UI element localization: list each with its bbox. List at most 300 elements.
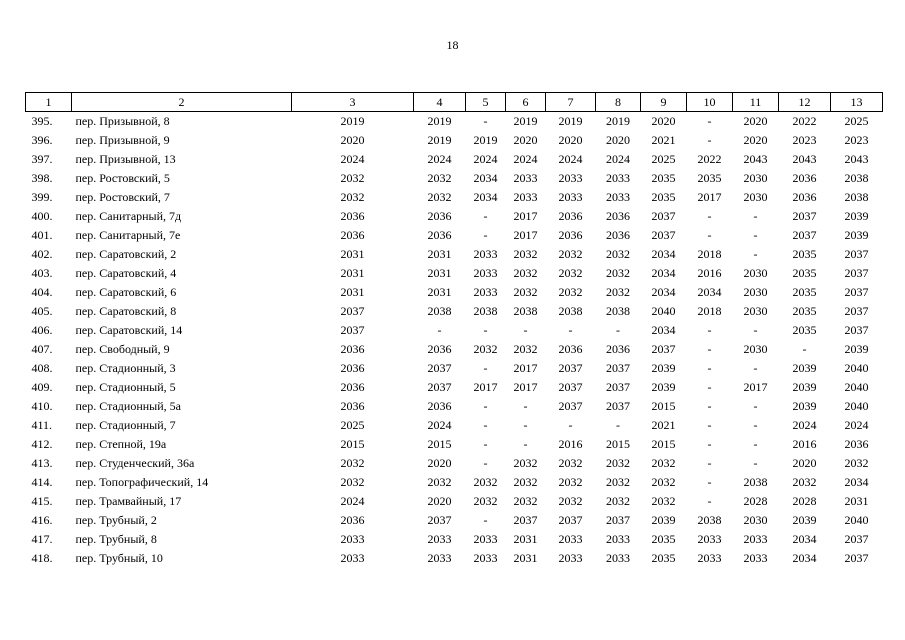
year-cell: - xyxy=(483,513,488,527)
year-cell: 2032 xyxy=(513,494,538,508)
address-cell: пер. Свободный, 9 xyxy=(75,342,170,356)
year-cell: 2024 xyxy=(340,152,365,166)
year-cell: 2032 xyxy=(513,456,538,470)
year-cell: 2021 xyxy=(651,133,676,147)
year-cell: 2033 xyxy=(558,190,583,204)
address-cell: пер. Трамвайный, 17 xyxy=(75,494,182,508)
year-cell: 2020 xyxy=(340,133,365,147)
table-row xyxy=(26,397,883,416)
year-cell: 2015 xyxy=(651,437,676,451)
year-cell: 2015 xyxy=(651,399,676,413)
year-cell: 2037 xyxy=(558,380,583,394)
year-cell: - xyxy=(707,456,712,470)
year-cell: 2037 xyxy=(340,304,365,318)
year-cell: 2035 xyxy=(792,285,817,299)
year-cell: - xyxy=(523,437,528,451)
year-cell: - xyxy=(483,228,488,242)
address-cell: пер. Саратовский, 14 xyxy=(75,323,183,337)
year-cell: 2032 xyxy=(473,342,498,356)
year-cell: 2032 xyxy=(606,266,630,280)
year-cell: 2018 xyxy=(697,304,722,318)
year-cell: 2032 xyxy=(606,247,630,261)
year-cell: 2030 xyxy=(743,513,768,527)
year-cell: 2040 xyxy=(844,361,869,375)
year-cell: 2015 xyxy=(340,437,365,451)
year-cell: 2032 xyxy=(558,475,583,489)
table-row xyxy=(26,378,883,397)
year-cell: 2037 xyxy=(606,513,630,527)
table-row xyxy=(26,169,883,188)
year-cell: 2038 xyxy=(844,190,869,204)
header-cell: 4 xyxy=(414,93,466,112)
year-cell: 2034 xyxy=(473,190,498,204)
year-cell: 2019 xyxy=(340,114,365,128)
year-cell: - xyxy=(483,456,488,470)
address-cell: пер. Трубный, 10 xyxy=(75,551,163,565)
year-cell: 2036 xyxy=(606,209,630,223)
table-body xyxy=(26,112,883,569)
year-cell: 2020 xyxy=(792,456,817,470)
year-cell: 2036 xyxy=(340,228,365,242)
year-cell: 2023 xyxy=(844,133,869,147)
year-cell: 2038 xyxy=(427,304,452,318)
year-cell: 2033 xyxy=(606,532,630,546)
year-cell: 2024 xyxy=(427,418,452,432)
year-cell: 2033 xyxy=(606,190,630,204)
year-cell: - xyxy=(753,399,758,413)
year-cell: 2032 xyxy=(606,494,630,508)
address-cell: пер. Топографический, 14 xyxy=(75,475,209,489)
row-number-cell: 413. xyxy=(31,456,53,470)
year-cell: 2024 xyxy=(427,152,452,166)
year-cell: - xyxy=(707,228,712,242)
year-cell: 2021 xyxy=(651,418,676,432)
year-cell: 2031 xyxy=(513,532,538,546)
year-cell: 2015 xyxy=(427,437,452,451)
year-cell: 2031 xyxy=(427,247,452,261)
year-cell: 2037 xyxy=(844,285,869,299)
year-cell: - xyxy=(568,418,573,432)
year-cell: 2032 xyxy=(558,266,583,280)
year-cell: 2039 xyxy=(792,513,817,527)
year-cell: 2036 xyxy=(606,342,630,356)
year-cell: - xyxy=(616,418,620,432)
year-cell: - xyxy=(616,323,620,337)
year-cell: 2031 xyxy=(340,247,365,261)
year-cell: 2017 xyxy=(513,361,538,375)
year-cell: 2037 xyxy=(792,228,817,242)
year-cell: 2024 xyxy=(844,418,869,432)
year-cell: 2034 xyxy=(473,171,498,185)
year-cell: 2019 xyxy=(473,133,498,147)
header-cell: 9 xyxy=(641,93,687,112)
row-number-cell: 418. xyxy=(31,551,53,565)
year-cell: 2017 xyxy=(513,209,538,223)
header-cell: 13 xyxy=(831,93,883,112)
year-cell: - xyxy=(483,361,488,375)
year-cell: 2036 xyxy=(427,342,452,356)
row-number-cell: 410. xyxy=(31,399,53,413)
address-cell: пер. Студенческий, 36а xyxy=(75,456,195,470)
year-cell: 2020 xyxy=(606,133,630,147)
year-cell: - xyxy=(707,399,712,413)
year-cell: 2035 xyxy=(651,551,676,565)
year-cell: - xyxy=(753,209,758,223)
year-cell: 2032 xyxy=(340,456,365,470)
year-cell: - xyxy=(753,418,758,432)
year-cell: 2032 xyxy=(606,285,630,299)
address-cell: пер. Стадионный, 5а xyxy=(75,399,181,413)
year-cell: 2034 xyxy=(651,323,676,337)
row-number-cell: 416. xyxy=(31,513,53,527)
year-cell: 2040 xyxy=(844,513,869,527)
header-cell: 1 xyxy=(26,93,72,112)
year-cell: 2033 xyxy=(697,532,722,546)
year-cell: - xyxy=(753,247,758,261)
year-cell: 2030 xyxy=(743,342,768,356)
year-cell: 2030 xyxy=(743,304,768,318)
year-cell: 2031 xyxy=(340,285,365,299)
year-cell: - xyxy=(483,209,488,223)
year-cell: 2037 xyxy=(606,361,630,375)
year-cell: 2032 xyxy=(606,475,630,489)
row-number-cell: 407. xyxy=(31,342,53,356)
row-number-cell: 405. xyxy=(31,304,53,318)
row-number-cell: 398. xyxy=(31,171,53,185)
year-cell: 2030 xyxy=(743,266,768,280)
year-cell: 2035 xyxy=(792,304,817,318)
header-cell: 7 xyxy=(546,93,596,112)
year-cell: 2022 xyxy=(697,152,722,166)
year-cell: 2028 xyxy=(743,494,768,508)
year-cell: 2037 xyxy=(558,399,583,413)
header-cell: 12 xyxy=(779,93,831,112)
year-cell: - xyxy=(707,475,712,489)
header-cell: 11 xyxy=(733,93,779,112)
year-cell: 2033 xyxy=(340,551,365,565)
year-cell: 2024 xyxy=(558,152,583,166)
row-number-cell: 417. xyxy=(31,532,53,546)
year-cell: 2030 xyxy=(743,285,768,299)
year-cell: 2039 xyxy=(651,361,676,375)
year-cell: 2032 xyxy=(558,456,583,470)
year-cell: 2035 xyxy=(651,171,676,185)
address-cell: пер. Степной, 19а xyxy=(75,437,167,451)
year-cell: 2017 xyxy=(743,380,768,394)
year-cell: 2034 xyxy=(844,475,869,489)
year-cell: 2025 xyxy=(844,114,869,128)
table-row xyxy=(26,226,883,245)
year-cell: 2017 xyxy=(473,380,498,394)
year-cell: 2019 xyxy=(513,114,538,128)
year-cell: - xyxy=(753,323,758,337)
year-cell: 2019 xyxy=(427,133,452,147)
year-cell: 2035 xyxy=(651,532,676,546)
year-cell: 2037 xyxy=(606,380,630,394)
year-cell: 2033 xyxy=(697,551,722,565)
year-cell: 2037 xyxy=(340,323,365,337)
row-number-cell: 400. xyxy=(31,209,53,223)
year-cell: 2037 xyxy=(844,247,869,261)
year-cell: - xyxy=(753,361,758,375)
year-cell: 2036 xyxy=(844,437,869,451)
year-cell: 2040 xyxy=(651,304,676,318)
year-cell: 2032 xyxy=(473,475,498,489)
year-cell: 2037 xyxy=(844,551,869,565)
year-cell: 2039 xyxy=(792,399,817,413)
year-cell: 2033 xyxy=(606,171,630,185)
row-number-cell: 395. xyxy=(31,114,53,128)
year-cell: 2032 xyxy=(558,285,583,299)
table-row xyxy=(26,131,883,150)
row-number-cell: 396. xyxy=(31,133,53,147)
year-cell: 2032 xyxy=(427,190,452,204)
year-cell: 2043 xyxy=(743,152,768,166)
year-cell: 2036 xyxy=(792,171,817,185)
year-cell: - xyxy=(483,418,488,432)
year-cell: 2030 xyxy=(743,190,768,204)
year-cell: 2032 xyxy=(558,247,583,261)
year-cell: 2032 xyxy=(427,171,452,185)
year-cell: 2038 xyxy=(558,304,583,318)
year-cell: 2036 xyxy=(340,342,365,356)
table-row xyxy=(26,302,883,321)
year-cell: - xyxy=(707,209,712,223)
year-cell: 2032 xyxy=(651,475,676,489)
year-cell: - xyxy=(802,342,807,356)
table-row xyxy=(26,530,883,549)
year-cell: - xyxy=(707,437,712,451)
table-row xyxy=(26,207,883,226)
year-cell: 2040 xyxy=(844,399,869,413)
header-row xyxy=(26,93,883,112)
year-cell: 2036 xyxy=(340,399,365,413)
year-cell: 2033 xyxy=(513,190,538,204)
year-cell: 2033 xyxy=(427,551,452,565)
address-cell: пер. Трубный, 2 xyxy=(75,513,157,527)
year-cell: 2016 xyxy=(558,437,583,451)
year-cell: 2032 xyxy=(651,456,676,470)
header-cell: 5 xyxy=(466,93,506,112)
year-cell: 2024 xyxy=(473,152,498,166)
year-cell: 2037 xyxy=(844,304,869,318)
year-cell: - xyxy=(483,323,488,337)
year-cell: 2020 xyxy=(743,133,768,147)
row-number-cell: 401. xyxy=(31,228,53,242)
table-row xyxy=(26,359,883,378)
year-cell: 2032 xyxy=(473,494,498,508)
header-cell: 10 xyxy=(687,93,733,112)
year-cell: 2033 xyxy=(473,247,498,261)
row-number-cell: 406. xyxy=(31,323,53,337)
year-cell: 2031 xyxy=(340,266,365,280)
year-cell: 2033 xyxy=(473,532,498,546)
year-cell: - xyxy=(707,133,712,147)
year-cell: 2037 xyxy=(427,513,452,527)
year-cell: 2031 xyxy=(513,551,538,565)
year-cell: 2036 xyxy=(340,380,365,394)
year-cell: 2043 xyxy=(792,152,817,166)
table-row xyxy=(26,112,883,132)
year-cell: 2016 xyxy=(697,266,722,280)
year-cell: 2037 xyxy=(844,266,869,280)
year-cell: - xyxy=(707,380,712,394)
table-row xyxy=(26,549,883,568)
year-cell: 2033 xyxy=(606,551,630,565)
table-row xyxy=(26,245,883,264)
year-cell: 2038 xyxy=(473,304,498,318)
year-cell: 2036 xyxy=(340,209,365,223)
table-row xyxy=(26,340,883,359)
header-cell: 6 xyxy=(506,93,546,112)
year-cell: 2039 xyxy=(792,361,817,375)
year-cell: 2038 xyxy=(513,304,538,318)
page-number: 18 xyxy=(446,38,459,52)
year-cell: 2015 xyxy=(606,437,630,451)
address-cell: пер. Саратовский, 6 xyxy=(75,285,177,299)
year-cell: 2043 xyxy=(844,152,869,166)
year-cell: 2035 xyxy=(697,171,722,185)
year-cell: 2036 xyxy=(340,361,365,375)
year-cell: 2032 xyxy=(513,247,538,261)
year-cell: 2032 xyxy=(558,494,583,508)
row-number-cell: 409. xyxy=(31,380,53,394)
year-cell: 2025 xyxy=(651,152,676,166)
address-cell: пер. Стадионный, 3 xyxy=(75,361,176,375)
year-cell: - xyxy=(523,399,528,413)
year-cell: 2024 xyxy=(792,418,817,432)
year-cell: 2020 xyxy=(427,494,452,508)
year-cell: - xyxy=(753,437,758,451)
year-cell: - xyxy=(707,323,712,337)
year-cell: 2019 xyxy=(606,114,630,128)
year-cell: 2033 xyxy=(743,551,768,565)
year-cell: 2020 xyxy=(743,114,768,128)
year-cell: 2036 xyxy=(606,228,630,242)
year-cell: 2037 xyxy=(427,361,452,375)
row-number-cell: 412. xyxy=(31,437,53,451)
year-cell: 2035 xyxy=(792,266,817,280)
year-cell: 2032 xyxy=(651,494,676,508)
year-cell: 2031 xyxy=(844,494,869,508)
address-cell: пер. Стадионный, 7 xyxy=(75,418,176,432)
year-cell: - xyxy=(483,437,488,451)
year-cell: 2034 xyxy=(792,532,817,546)
address-cell: пер. Ростовский, 7 xyxy=(75,190,170,204)
year-cell: 2019 xyxy=(427,114,452,128)
year-cell: - xyxy=(753,228,758,242)
year-cell: 2033 xyxy=(473,266,498,280)
year-cell: 2017 xyxy=(697,190,722,204)
year-cell: 2039 xyxy=(844,209,869,223)
year-cell: 2032 xyxy=(792,475,817,489)
year-cell: 2031 xyxy=(427,266,452,280)
year-cell: - xyxy=(523,323,528,337)
year-cell: 2037 xyxy=(558,361,583,375)
table-row xyxy=(26,416,883,435)
year-cell: 2032 xyxy=(427,475,452,489)
year-cell: 2034 xyxy=(651,266,676,280)
year-cell: 2023 xyxy=(792,133,817,147)
year-cell: 2032 xyxy=(513,342,538,356)
row-number-cell: 404. xyxy=(31,285,53,299)
year-cell: 2032 xyxy=(340,475,365,489)
year-cell: - xyxy=(707,494,712,508)
year-cell: 2024 xyxy=(513,152,538,166)
year-cell: 2038 xyxy=(697,513,722,527)
year-cell: 2038 xyxy=(606,304,630,318)
year-cell: 2033 xyxy=(473,285,498,299)
year-cell: 2032 xyxy=(513,266,538,280)
year-cell: - xyxy=(753,456,758,470)
year-cell: 2030 xyxy=(743,171,768,185)
year-cell: 2020 xyxy=(513,133,538,147)
year-cell: 2034 xyxy=(697,285,722,299)
year-cell: 2037 xyxy=(844,532,869,546)
table-row xyxy=(26,473,883,492)
table-row xyxy=(26,150,883,169)
row-number-cell: 399. xyxy=(31,190,53,204)
header-cell: 8 xyxy=(596,93,641,112)
row-number-cell: 397. xyxy=(31,152,53,166)
address-cell: пер. Призывной, 13 xyxy=(75,152,176,166)
row-number-cell: 414. xyxy=(31,475,53,489)
table-row xyxy=(26,492,883,511)
year-cell: 2036 xyxy=(792,190,817,204)
year-cell: - xyxy=(707,342,712,356)
address-cell: пер. Саратовский, 2 xyxy=(75,247,177,261)
address-cell: пер. Призывной, 9 xyxy=(75,133,170,147)
year-cell: 2032 xyxy=(340,171,365,185)
year-cell: 2039 xyxy=(844,228,869,242)
year-cell: 2040 xyxy=(844,380,869,394)
year-cell: 2037 xyxy=(651,209,676,223)
year-cell: 2019 xyxy=(558,114,583,128)
table-row xyxy=(26,454,883,473)
address-cell: пер. Санитарный, 7е xyxy=(75,228,181,242)
year-cell: 2037 xyxy=(513,513,538,527)
year-cell: 2036 xyxy=(427,209,452,223)
year-cell: 2039 xyxy=(651,513,676,527)
header-cell: 2 xyxy=(72,93,292,112)
year-cell: 2037 xyxy=(651,342,676,356)
year-cell: 2024 xyxy=(340,494,365,508)
year-cell: 2031 xyxy=(427,285,452,299)
year-cell: 2039 xyxy=(792,380,817,394)
year-cell: - xyxy=(523,418,528,432)
year-cell: 2033 xyxy=(558,171,583,185)
year-cell: 2025 xyxy=(340,418,365,432)
year-cell: - xyxy=(483,114,488,128)
year-cell: 2033 xyxy=(513,171,538,185)
year-cell: 2016 xyxy=(792,437,817,451)
year-cell: 2034 xyxy=(792,551,817,565)
year-cell: 2032 xyxy=(513,285,538,299)
year-cell: 2036 xyxy=(558,342,583,356)
table-row xyxy=(26,321,883,340)
table-row xyxy=(26,435,883,454)
year-cell: 2020 xyxy=(427,456,452,470)
row-number-cell: 408. xyxy=(31,361,53,375)
year-cell: 2020 xyxy=(651,114,676,128)
year-cell: - xyxy=(707,361,712,375)
address-cell: пер. Саратовский, 4 xyxy=(75,266,177,280)
year-cell: 2037 xyxy=(651,228,676,242)
year-cell: 2036 xyxy=(558,228,583,242)
year-cell: 2032 xyxy=(513,475,538,489)
year-cell: 2036 xyxy=(340,513,365,527)
year-cell: 2037 xyxy=(844,323,869,337)
